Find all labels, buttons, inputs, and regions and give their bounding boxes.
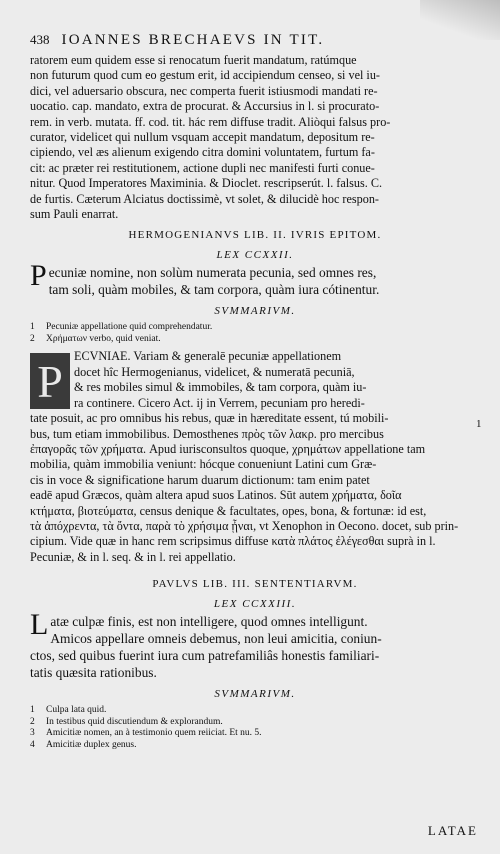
text-line: atæ culpæ finis, est non intelligere, quod omnes intelligunt.: [50, 614, 368, 630]
list-item: 2 In testibus quid discutiendum & explorandum.: [30, 716, 223, 727]
commentary-paragraph: [30, 411, 480, 565]
list-item: 3 Amicitiæ nomen, an à testimonio quem reiiciat. Et nu. 5.: [30, 728, 262, 739]
text-line: uocatio. cap. mandato, extra de procurat. & Accursius in l. si procurato-: [30, 99, 380, 114]
commentary-block: [30, 349, 480, 411]
text-line: cit: ac præter rei restitutionem, actione dupli nec manifesti furti conue-: [30, 160, 375, 175]
margin-note: 1: [476, 418, 482, 430]
list-item: 1 Pecuniæ appellatione quid comprehendatur.: [30, 322, 213, 333]
text-line: cis in voce & significatione harum duarum dictionum: tam enim patet: [30, 472, 370, 487]
lex-text: [30, 608, 480, 681]
lex-number: LEX CCXXII.: [216, 249, 294, 262]
summarium-heading: SVMMARIVM.: [214, 305, 296, 318]
text-line: τὰ ἀπόχρεντα, τὰ ὄντα, παρὰ τὸ χρήσιμα ᾖναι, vt Xenophon in Oecono. docet, sub prin-: [30, 518, 459, 533]
decorated-initial: P: [30, 353, 70, 409]
text-line: tate posuit, ac pro omnibus his rebus, quæ in hæreditate essent, tú mobili-: [30, 411, 389, 426]
text-line: mobilia, quàm immobilia veniunt: hócque conueniunt Latini cum Græ-: [30, 457, 377, 472]
text-line: & res mobiles simul & immobiles, & tam corpora, quàm iu-: [74, 380, 367, 395]
text-line: κτήματα, βιοτεύματα, census denique & facultates, opes, bona, & fortunæ: id est,: [30, 503, 427, 518]
page-number: 438: [30, 32, 50, 47]
text-line: cipium. Vide quæ in hanc rem scripsimus diffuse κατὰ πλάτος ἐλέγεσθαι suprà in l.: [30, 534, 436, 549]
running-header: [30, 32, 480, 49]
text-line: ratorem eum quidem esse si renocatum fuerit mandatum, ratúmque: [30, 53, 357, 67]
text-line: nitur. Quod Imperatores Maximinia. & Dioclet. rescripserút. l. falsus. C.: [30, 176, 383, 191]
text-line: tam soli, quàm mobiles, & tam corpora, quàm iura cótinentur.: [48, 282, 380, 298]
text-line: ECVNIAE. Variam & generalē pecuniæ appellationem: [74, 349, 342, 364]
section-heading: HERMOGENIANVS LIB. II. IVRIS EPITOM.: [128, 229, 382, 242]
lex-text: [30, 259, 480, 298]
lex-initial: L: [30, 608, 49, 642]
commentary-head: [74, 349, 480, 411]
text-line: docet hîc Hermogenianus, videlicet, & numeratā pecuniā,: [74, 364, 355, 379]
summarium-list: [30, 322, 480, 345]
page-corner-shadow: [420, 0, 500, 40]
text-line: ecuniæ nomine, non solùm numerata pecunia, sed omnes res,: [48, 265, 377, 281]
text-line: ctos, sed quibus fuerint iura cum patrefamiliâs honestis familiari-: [30, 648, 380, 664]
list-item: 2 Χρήματων verbo, quid veniat.: [30, 333, 161, 344]
text-line: sum Pauli enarrat.: [30, 207, 119, 222]
text-line: non futurum quod cum eo gestum erit, id accipiendum censeo, si vel iu-: [30, 68, 380, 83]
lex-initial: P: [30, 259, 47, 293]
text-line: Pecuniæ, & in l. seq. & in l. rei appellatio.: [30, 549, 236, 564]
running-title: IOANNES BRECHAEVS IN TIT.: [61, 32, 325, 48]
text-line: Amicos appellare omneis debemus, non leui amicitia, coniun-: [50, 631, 382, 647]
catchword: LATAE: [427, 823, 478, 838]
text-line: rem. in verb. mutata. ff. cod. tit. hác rem diffuse tradit. Aliòqui falsus pro-: [30, 114, 391, 129]
text-line: dici, vel aduersario obscura, nec comperta fuerit istiusmodi mandati re-: [30, 83, 378, 98]
text-line: ἐπαγορᾶς τῶν χρήματα. Apud iurisconsultos quoque, χρημάτων appellatione tam: [30, 441, 426, 456]
summarium-heading: SVMMARIVM.: [214, 688, 296, 701]
text-line: curator, videlicet qui nullum vsquam accepit mandatum, depositum re-: [30, 130, 375, 145]
intro-paragraph: [30, 53, 480, 222]
section-heading: PAVLVS LIB. III. SENTENTIARVM.: [152, 578, 358, 591]
text-line: bus, tum etiam immobilibus. Demosthenes πρὸς τῶν λακρ. pro mercibus: [30, 426, 384, 441]
text-line: eadē apud Græcos, quàm altera apud suos Latinos. Sūt autem χρήματα, δοῖα: [30, 488, 402, 503]
list-item: 1 Culpa lata quid.: [30, 705, 107, 716]
text-line: de furtis. Cæterum Alciatus doctissimè, vt solet, & dilucidè hoc respon-: [30, 191, 379, 206]
lex-number: LEX CCXXIII.: [213, 598, 297, 611]
summarium-list: [30, 705, 480, 751]
text-line: ra continere. Cicero Act. ij in Verrem, pecuniam pro heredi-: [74, 395, 365, 410]
text-line: cipiendo, vel æs alienum exigendo citra domini voluntatem, furtum fa-: [30, 145, 375, 160]
text-line: tatis quæsita rationibus.: [30, 665, 157, 681]
list-item: 4 Amicitiæ duplex genus.: [30, 739, 137, 750]
